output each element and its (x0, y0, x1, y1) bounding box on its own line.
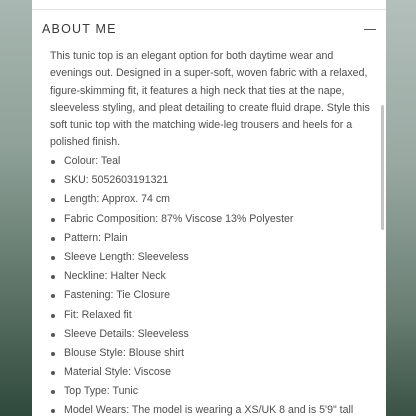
bullet-icon (51, 198, 55, 202)
list-item (50, 363, 353, 382)
list-item (50, 210, 353, 229)
about-me-panel (32, 0, 386, 416)
bullet-icon (51, 275, 55, 279)
spec-text: Fit: Relaxed fit (64, 308, 132, 321)
minus-icon[interactable] (364, 26, 376, 34)
background-photo-right (386, 0, 416, 416)
list-item (50, 229, 353, 248)
product-spec-list (50, 152, 353, 416)
list-item (50, 152, 353, 171)
spec-text: Sleeve Details: Sleeveless (64, 327, 189, 340)
bullet-icon (51, 179, 55, 183)
bullet-icon (51, 256, 55, 260)
spec-text: Sleeve Length: Sleeveless (64, 250, 189, 263)
spec-text: Pattern: Plain (64, 231, 128, 244)
list-item (50, 401, 353, 416)
spec-text: Neckline: Halter Neck (64, 270, 166, 283)
spec-text: Fastening: Tie Closure (64, 289, 170, 302)
spec-text: Colour: Teal (64, 155, 121, 167)
list-item (50, 344, 353, 363)
list-item (50, 325, 353, 344)
bullet-icon (51, 294, 55, 298)
bullet-icon (51, 237, 55, 241)
spec-text: Model Wears: The model is wearing a XS/UK 8 and is 5'9" tall (64, 404, 354, 416)
list-item (50, 382, 353, 401)
bullet-icon (51, 160, 55, 164)
list-item (50, 267, 353, 286)
bullet-icon (51, 371, 55, 375)
list-item (50, 190, 353, 209)
section-title: ABOUT ME (42, 22, 117, 36)
bullet-icon (51, 390, 55, 394)
bullet-icon (51, 352, 55, 356)
list-item (50, 248, 353, 267)
list-item (50, 306, 353, 325)
spec-text: Blouse Style: Blouse shirt (64, 346, 185, 359)
spec-text: Fabric Composition: 87% Viscose 13% Polyester (64, 212, 294, 225)
spec-text: Material Style: Viscose (64, 366, 171, 379)
bullet-icon (51, 314, 55, 318)
bullet-icon (51, 333, 55, 337)
product-description: This tunic top is an elegant option for both daytime wear and evenings out. Designed in a super-soft, woven fabric with a relaxed, figure-skimming fit, it features a high neck that ties at the nape, sleeveless styling, and pleat detailing to create fluid drape. Style this soft tunic top with the matching wide-leg trousers and heels for a polished finish. (50, 50, 370, 149)
list-item (50, 171, 353, 190)
spec-text: Top Type: Tunic (64, 385, 139, 398)
accordion-header[interactable] (42, 22, 376, 42)
list-item (50, 286, 353, 305)
bullet-icon (51, 409, 55, 413)
spec-text: SKU: 5052603191321 (64, 174, 169, 187)
bullet-icon (51, 218, 55, 222)
background-photo-left (0, 0, 34, 416)
scrollbar-thumb[interactable] (381, 105, 384, 230)
spec-text: Length: Approx. 74 cm (64, 193, 171, 206)
